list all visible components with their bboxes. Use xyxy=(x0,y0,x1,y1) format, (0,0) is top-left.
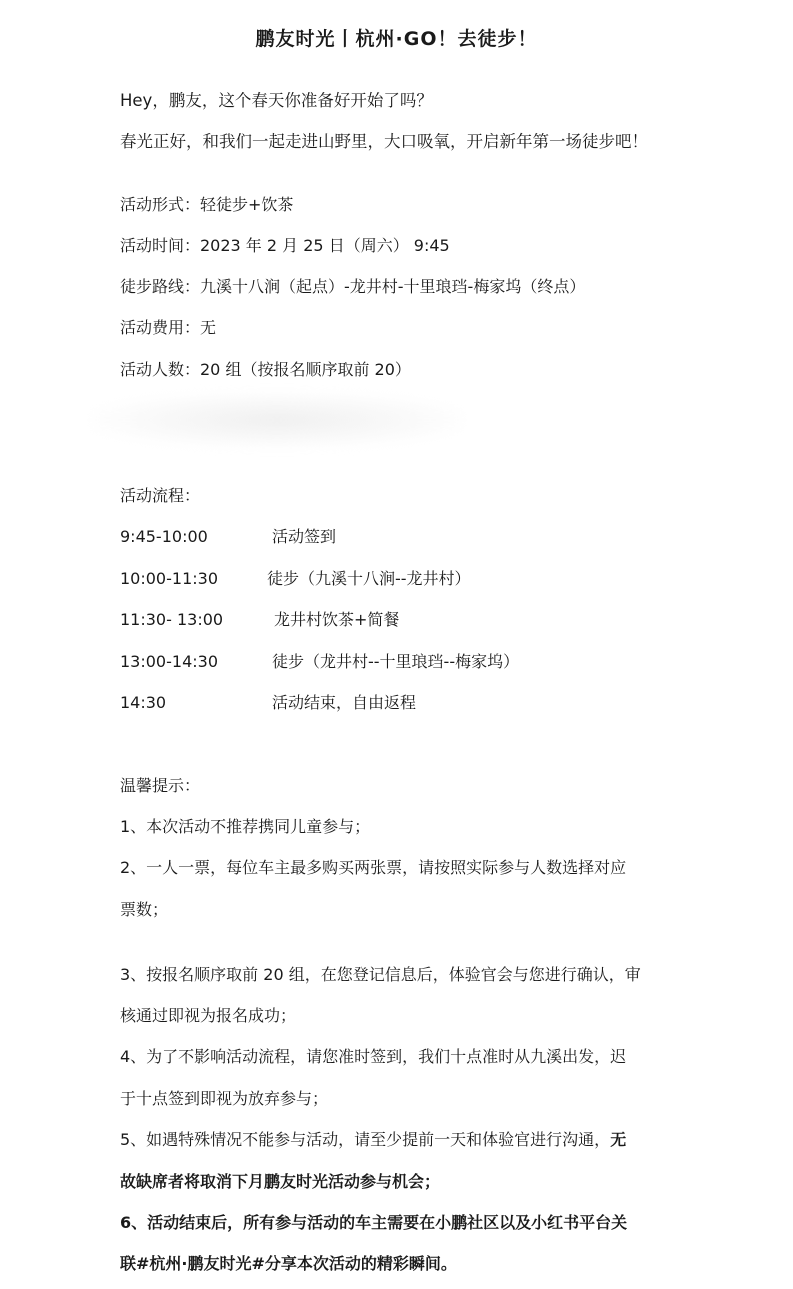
schedule-desc: 徒步（龙井村--十里琅珰--梅家坞） xyxy=(272,652,520,671)
info-fee: 活动费用：无 xyxy=(120,318,217,337)
tip-6-line-1: 6、活动结束后，所有参与活动的车主需要在小鹏社区以及小红书平台关 xyxy=(120,1213,628,1232)
greeting-text: Hey，鹏友，这个春天你准备好开始了吗？ xyxy=(120,91,433,110)
schedule-time: 13:00-14:30 xyxy=(120,652,218,671)
schedule-time: 11:30- 13:00 xyxy=(120,610,224,629)
tip-1: 1、本次活动不推荐携同儿童参与； xyxy=(120,817,371,836)
tip-5-line-2: 故缺席者将取消下月鹏友时光活动参与机会； xyxy=(120,1172,441,1191)
info-time: 活动时间：2023 年 2 月 25 日（周六） 9:45 xyxy=(120,236,450,255)
tip-5-emphasis: 无 xyxy=(610,1130,627,1149)
page-title: 鹏友时光丨杭州·GO！去徒步！ xyxy=(255,28,538,50)
intro-text: 春光正好，和我们一起走进山野里，大口吸氧，开启新年第一场徒步吧！ xyxy=(120,132,648,151)
schedule-desc: 活动结束，自由返程 xyxy=(272,693,417,712)
schedule-time: 10:00-11:30 xyxy=(120,569,218,588)
tip-2-line-1: 2、一人一票，每位车主最多购买两张票，请按照实际参与人数选择对应 xyxy=(120,858,627,877)
tip-3-line-2: 核通过即视为报名成功； xyxy=(120,1006,297,1025)
tip-5-line-1 xyxy=(120,1130,680,1150)
schedule-desc: 活动签到 xyxy=(272,527,337,546)
info-route: 徒步路线：九溪十八涧（起点）-龙井村-十里琅珰-梅家坞（终点） xyxy=(120,277,586,296)
blurred-redaction xyxy=(92,392,462,448)
tip-6-line-2: 联#杭州·鹏友时光#分享本次活动的精彩瞬间。 xyxy=(120,1254,457,1273)
tips-heading: 温馨提示： xyxy=(120,776,201,795)
tip-2-line-2: 票数； xyxy=(120,900,169,919)
info-count: 活动人数：20 组（按报名顺序取前 20） xyxy=(120,360,411,379)
info-format: 活动形式：轻徒步+饮茶 xyxy=(120,195,294,214)
schedule-time: 14:30 xyxy=(120,693,167,712)
schedule-heading: 活动流程： xyxy=(120,486,201,505)
schedule-desc: 徒步（九溪十八涧--龙井村） xyxy=(267,569,471,588)
tip-4-line-1: 4、为了不影响活动流程，请您准时签到，我们十点准时从九溪出发，迟 xyxy=(120,1047,627,1066)
tip-4-line-2: 于十点签到即视为放弃参与； xyxy=(120,1089,329,1108)
schedule-time: 9:45-10:00 xyxy=(120,527,208,546)
tip-3-line-1: 3、按报名顺序取前 20 组，在您登记信息后，体验官会与您进行确认，审 xyxy=(120,965,641,984)
schedule-desc: 龙井村饮茶+简餐 xyxy=(274,610,400,629)
tip-5-text: 5、如遇特殊情况不能参与活动，请至少提前一天和体验官进行沟通， xyxy=(120,1130,611,1149)
